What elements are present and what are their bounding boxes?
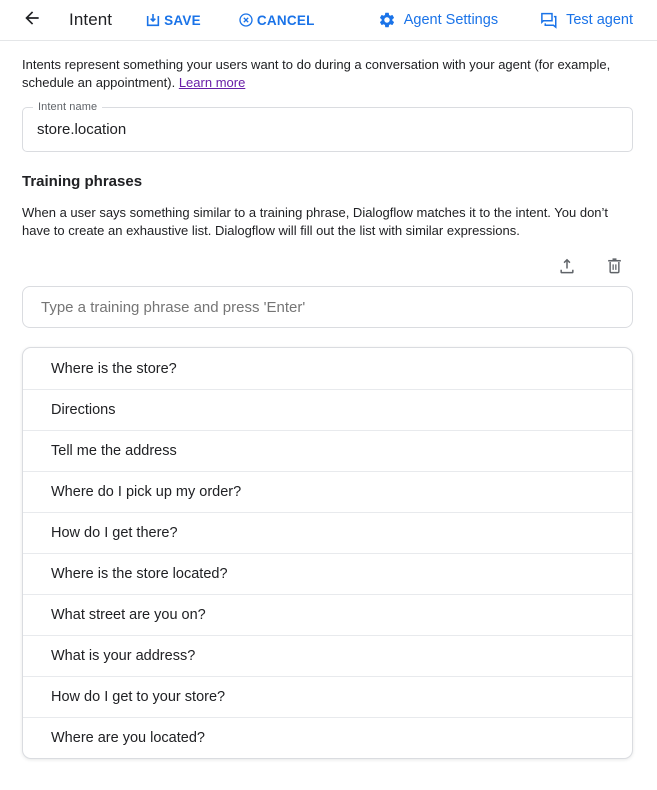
intents-description-text: Intents represent something your users want to do during a conversation with your agent (for example, schedule an appointment). <box>22 57 611 90</box>
training-phrase-row[interactable] <box>23 430 632 471</box>
back-button[interactable] <box>20 8 44 32</box>
training-phrase-row[interactable] <box>23 512 632 553</box>
chat-forum-icon <box>540 11 558 29</box>
training-phrase-input[interactable] <box>23 299 632 316</box>
training-phrase-row[interactable] <box>23 717 632 758</box>
training-phrase-text: What is your address? <box>51 648 196 664</box>
delete-button[interactable] <box>603 256 625 278</box>
intent-editor <box>0 56 657 759</box>
intents-description <box>22 56 632 92</box>
gear-icon <box>378 11 396 29</box>
arrow-back-icon <box>22 8 42 33</box>
upload-button[interactable] <box>556 256 578 278</box>
training-phrases-toolbar <box>22 256 633 278</box>
test-agent-button[interactable] <box>540 11 633 29</box>
app-bar <box>0 0 657 41</box>
training-phrase-row[interactable] <box>23 676 632 717</box>
test-agent-label: Test agent <box>566 12 633 28</box>
training-phrase-row[interactable] <box>23 471 632 512</box>
save-button[interactable] <box>145 12 201 28</box>
cancel-label: CANCEL <box>256 12 315 28</box>
training-phrase-text: How do I get to your store? <box>51 689 226 705</box>
training-phrase-text: Where is the store located? <box>51 566 228 582</box>
upload-icon <box>557 256 577 279</box>
training-phrase-input-wrap <box>22 286 633 328</box>
training-phrase-text: Where is the store? <box>51 360 177 377</box>
training-phrase-text: Tell me the address <box>51 443 177 459</box>
training-phrase-row[interactable] <box>23 348 632 389</box>
training-phrases-heading: Training phrases <box>22 173 143 190</box>
save-label: SAVE <box>164 12 201 28</box>
intent-name-field[interactable] <box>22 101 633 152</box>
training-phrase-row[interactable] <box>23 635 632 676</box>
learn-more-link[interactable]: Learn more <box>178 75 246 90</box>
training-phrases-description: When a user says something similar to a training phrase, Dialogflow matches it to the intent. You don’t have to create an exhaustive list. Dialogflow will fill out the list with similar expressions. <box>22 205 609 238</box>
agent-settings-label: Agent Settings <box>403 12 499 28</box>
training-phrase-row[interactable] <box>23 389 632 430</box>
cancel-button[interactable] <box>238 12 315 28</box>
trash-icon <box>605 256 624 278</box>
training-phrases-list <box>22 347 633 759</box>
training-phrase-text: How do I get there? <box>51 525 178 541</box>
training-phrase-text: Where are you located? <box>51 730 205 746</box>
intent-name-label: Intent name <box>33 101 102 113</box>
intent-name-input[interactable] <box>23 121 632 138</box>
save-icon <box>145 12 161 28</box>
training-phrase-text: Where do I pick up my order? <box>51 484 242 500</box>
training-phrase-row[interactable] <box>23 553 632 594</box>
cancel-circle-x-icon <box>238 12 254 28</box>
page-title: Intent <box>69 10 113 29</box>
agent-settings-button[interactable] <box>378 11 498 29</box>
training-phrase-row[interactable] <box>23 594 632 635</box>
training-phrase-text: Directions <box>51 402 116 418</box>
training-phrase-text: What street are you on? <box>51 607 206 623</box>
